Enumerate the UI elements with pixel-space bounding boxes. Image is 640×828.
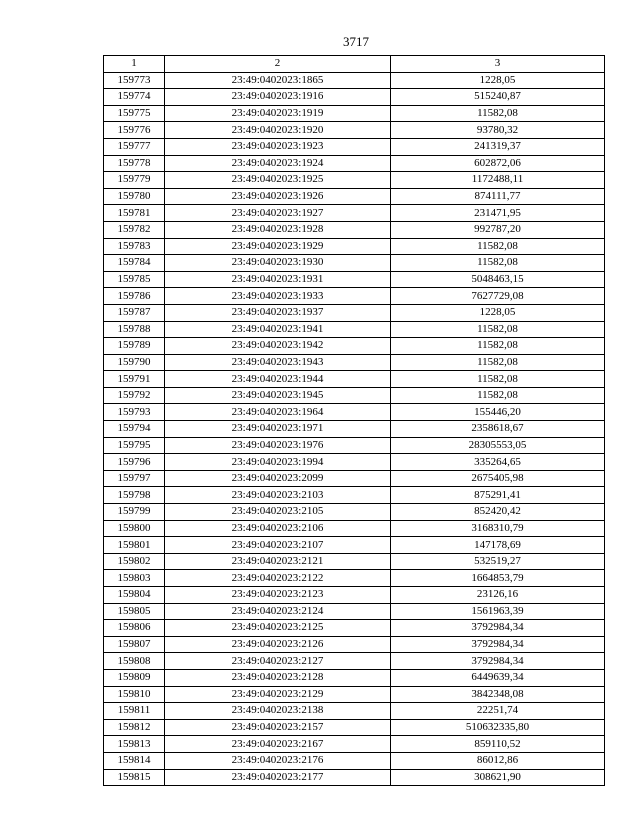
table-row — [104, 504, 605, 521]
value-cell: 7627729,08 — [391, 288, 605, 305]
cadastral-number-cell: 23:49:0402023:2103 — [165, 487, 391, 504]
cadastral-number-cell: 23:49:0402023:2157 — [165, 719, 391, 736]
cadastral-number-cell: 23:49:0402023:2105 — [165, 504, 391, 521]
row-number-cell: 159785 — [104, 271, 165, 288]
cadastral-number-cell: 23:49:0402023:2107 — [165, 537, 391, 554]
value-cell: 147178,69 — [391, 537, 605, 554]
table-row — [104, 769, 605, 786]
table-row — [104, 437, 605, 454]
value-cell: 1228,05 — [391, 304, 605, 321]
value-cell: 2358618,67 — [391, 421, 605, 438]
row-number-cell: 159804 — [104, 587, 165, 604]
cadastral-number-cell: 23:49:0402023:1933 — [165, 288, 391, 305]
value-cell: 1228,05 — [391, 72, 605, 89]
table-row — [104, 288, 605, 305]
table-row — [104, 122, 605, 139]
row-number-cell: 159779 — [104, 172, 165, 189]
table-row — [104, 553, 605, 570]
cadastral-number-cell: 23:49:0402023:1923 — [165, 138, 391, 155]
row-number-cell: 159794 — [104, 421, 165, 438]
row-number-cell: 159778 — [104, 155, 165, 172]
row-number-cell: 159808 — [104, 653, 165, 670]
table-row — [104, 105, 605, 122]
page-number: 3717 — [343, 34, 369, 49]
cadastral-number-cell: 23:49:0402023:2099 — [165, 470, 391, 487]
table-row — [104, 404, 605, 421]
table-row — [104, 570, 605, 587]
table-row — [104, 703, 605, 720]
table-row — [104, 603, 605, 620]
value-cell: 852420,42 — [391, 504, 605, 521]
value-cell: 1561963,39 — [391, 603, 605, 620]
row-number-cell: 159789 — [104, 338, 165, 355]
row-number-cell: 159793 — [104, 404, 165, 421]
column-header-3: 3 — [391, 56, 605, 73]
row-number-cell: 159809 — [104, 669, 165, 686]
row-number-cell: 159773 — [104, 72, 165, 89]
table-row — [104, 653, 605, 670]
table-row — [104, 255, 605, 272]
row-number-cell: 159797 — [104, 470, 165, 487]
cadastral-number-cell: 23:49:0402023:1865 — [165, 72, 391, 89]
cadastral-number-cell: 23:49:0402023:1931 — [165, 271, 391, 288]
table-row — [104, 719, 605, 736]
table-row — [104, 354, 605, 371]
value-cell: 11582,08 — [391, 321, 605, 338]
value-cell: 23126,16 — [391, 587, 605, 604]
row-number-cell: 159774 — [104, 89, 165, 106]
cadastral-number-cell: 23:49:0402023:1929 — [165, 238, 391, 255]
cadastral-number-cell: 23:49:0402023:1920 — [165, 122, 391, 139]
row-number-cell: 159777 — [104, 138, 165, 155]
row-number-cell: 159786 — [104, 288, 165, 305]
table-row — [104, 470, 605, 487]
value-cell: 5048463,15 — [391, 271, 605, 288]
table-row — [104, 138, 605, 155]
table-row — [104, 636, 605, 653]
row-number-cell: 159795 — [104, 437, 165, 454]
table-row — [104, 304, 605, 321]
value-cell: 11582,08 — [391, 387, 605, 404]
table-header — [104, 56, 605, 73]
row-number-cell: 159796 — [104, 454, 165, 471]
value-cell: 6449639,34 — [391, 669, 605, 686]
table-row — [104, 454, 605, 471]
cadastral-number-cell: 23:49:0402023:2123 — [165, 587, 391, 604]
cadastral-number-cell: 23:49:0402023:1930 — [165, 255, 391, 272]
row-number-cell: 159775 — [104, 105, 165, 122]
value-cell: 992787,20 — [391, 221, 605, 238]
table-row — [104, 736, 605, 753]
cadastral-number-cell: 23:49:0402023:2126 — [165, 636, 391, 653]
table-row — [104, 338, 605, 355]
cadastral-number-cell: 23:49:0402023:1937 — [165, 304, 391, 321]
row-number-cell: 159782 — [104, 221, 165, 238]
table-body — [104, 72, 605, 786]
value-cell: 308621,90 — [391, 769, 605, 786]
value-cell: 11582,08 — [391, 338, 605, 355]
value-cell: 515240,87 — [391, 89, 605, 106]
row-number-cell: 159800 — [104, 520, 165, 537]
value-cell: 3792984,34 — [391, 620, 605, 637]
value-cell: 22251,74 — [391, 703, 605, 720]
value-cell: 3842348,08 — [391, 686, 605, 703]
value-cell: 231471,95 — [391, 205, 605, 222]
table-row — [104, 155, 605, 172]
cadastral-number-cell: 23:49:0402023:2129 — [165, 686, 391, 703]
row-number-cell: 159803 — [104, 570, 165, 587]
table-row — [104, 89, 605, 106]
cadastral-number-cell: 23:49:0402023:2128 — [165, 669, 391, 686]
row-number-cell: 159811 — [104, 703, 165, 720]
cadastral-number-cell: 23:49:0402023:1942 — [165, 338, 391, 355]
table-row — [104, 487, 605, 504]
table-row — [104, 669, 605, 686]
table-row — [104, 387, 605, 404]
row-number-cell: 159801 — [104, 537, 165, 554]
header-row — [104, 56, 605, 73]
cadastral-number-cell: 23:49:0402023:1994 — [165, 454, 391, 471]
cadastral-number-cell: 23:49:0402023:2127 — [165, 653, 391, 670]
table-row — [104, 205, 605, 222]
cadastral-number-cell: 23:49:0402023:2121 — [165, 553, 391, 570]
cadastral-number-cell: 23:49:0402023:1971 — [165, 421, 391, 438]
table-row — [104, 221, 605, 238]
value-cell: 155446,20 — [391, 404, 605, 421]
row-number-cell: 159790 — [104, 354, 165, 371]
value-cell: 859110,52 — [391, 736, 605, 753]
cadastral-number-cell: 23:49:0402023:1941 — [165, 321, 391, 338]
value-cell: 2675405,98 — [391, 470, 605, 487]
row-number-cell: 159783 — [104, 238, 165, 255]
table-row — [104, 72, 605, 89]
cadastral-number-cell: 23:49:0402023:2125 — [165, 620, 391, 637]
cadastral-number-cell: 23:49:0402023:1928 — [165, 221, 391, 238]
cadastral-number-cell: 23:49:0402023:2124 — [165, 603, 391, 620]
column-header-2: 2 — [165, 56, 391, 73]
row-number-cell: 159784 — [104, 255, 165, 272]
table-row — [104, 238, 605, 255]
row-number-cell: 159780 — [104, 188, 165, 205]
value-cell: 241319,37 — [391, 138, 605, 155]
value-cell: 11582,08 — [391, 371, 605, 388]
table-row — [104, 520, 605, 537]
value-cell: 510632335,80 — [391, 719, 605, 736]
table-row — [104, 371, 605, 388]
value-cell: 3792984,34 — [391, 636, 605, 653]
column-header-1: 1 — [104, 56, 165, 73]
row-number-cell: 159806 — [104, 620, 165, 637]
cadastral-number-cell: 23:49:0402023:1924 — [165, 155, 391, 172]
cadastral-number-cell: 23:49:0402023:1916 — [165, 89, 391, 106]
cadastral-number-cell: 23:49:0402023:1943 — [165, 354, 391, 371]
cadastral-number-cell: 23:49:0402023:2122 — [165, 570, 391, 587]
value-cell: 1664853,79 — [391, 570, 605, 587]
row-number-cell: 159792 — [104, 387, 165, 404]
value-cell: 11582,08 — [391, 354, 605, 371]
cadastral-number-cell: 23:49:0402023:1925 — [165, 172, 391, 189]
value-cell: 11582,08 — [391, 255, 605, 272]
value-cell: 28305553,05 — [391, 437, 605, 454]
value-cell: 875291,41 — [391, 487, 605, 504]
row-number-cell: 159802 — [104, 553, 165, 570]
table-row — [104, 620, 605, 637]
row-number-cell: 159787 — [104, 304, 165, 321]
value-cell: 11582,08 — [391, 238, 605, 255]
value-cell: 86012,86 — [391, 752, 605, 769]
cadastral-number-cell: 23:49:0402023:1944 — [165, 371, 391, 388]
row-number-cell: 159781 — [104, 205, 165, 222]
table-row — [104, 421, 605, 438]
row-number-cell: 159813 — [104, 736, 165, 753]
row-number-cell: 159805 — [104, 603, 165, 620]
row-number-cell: 159791 — [104, 371, 165, 388]
row-number-cell: 159812 — [104, 719, 165, 736]
value-cell: 3792984,34 — [391, 653, 605, 670]
table-row — [104, 686, 605, 703]
value-cell: 93780,32 — [391, 122, 605, 139]
value-cell: 3168310,79 — [391, 520, 605, 537]
row-number-cell: 159798 — [104, 487, 165, 504]
value-cell: 532519,27 — [391, 553, 605, 570]
cadastral-number-cell: 23:49:0402023:2138 — [165, 703, 391, 720]
cadastral-number-cell: 23:49:0402023:1926 — [165, 188, 391, 205]
table-row — [104, 188, 605, 205]
cadastral-number-cell: 23:49:0402023:1945 — [165, 387, 391, 404]
table-row — [104, 587, 605, 604]
cadastral-number-cell: 23:49:0402023:1919 — [165, 105, 391, 122]
row-number-cell: 159815 — [104, 769, 165, 786]
cadastral-number-cell: 23:49:0402023:2167 — [165, 736, 391, 753]
table-row — [104, 537, 605, 554]
cadastral-number-cell: 23:49:0402023:1964 — [165, 404, 391, 421]
table-row — [104, 271, 605, 288]
row-number-cell: 159807 — [104, 636, 165, 653]
value-cell: 11582,08 — [391, 105, 605, 122]
cadastral-number-cell: 23:49:0402023:2106 — [165, 520, 391, 537]
value-cell: 1172488,11 — [391, 172, 605, 189]
cadastral-number-cell: 23:49:0402023:1927 — [165, 205, 391, 222]
row-number-cell: 159810 — [104, 686, 165, 703]
table-row — [104, 321, 605, 338]
row-number-cell: 159799 — [104, 504, 165, 521]
row-number-cell: 159776 — [104, 122, 165, 139]
value-cell: 874111,77 — [391, 188, 605, 205]
row-number-cell: 159814 — [104, 752, 165, 769]
cadastral-number-cell: 23:49:0402023:2176 — [165, 752, 391, 769]
value-cell: 602872,06 — [391, 155, 605, 172]
cadastral-number-cell: 23:49:0402023:2177 — [165, 769, 391, 786]
value-cell: 335264,65 — [391, 454, 605, 471]
data-table — [103, 55, 605, 786]
table-row — [104, 172, 605, 189]
cadastral-number-cell: 23:49:0402023:1976 — [165, 437, 391, 454]
table-row — [104, 752, 605, 769]
row-number-cell: 159788 — [104, 321, 165, 338]
